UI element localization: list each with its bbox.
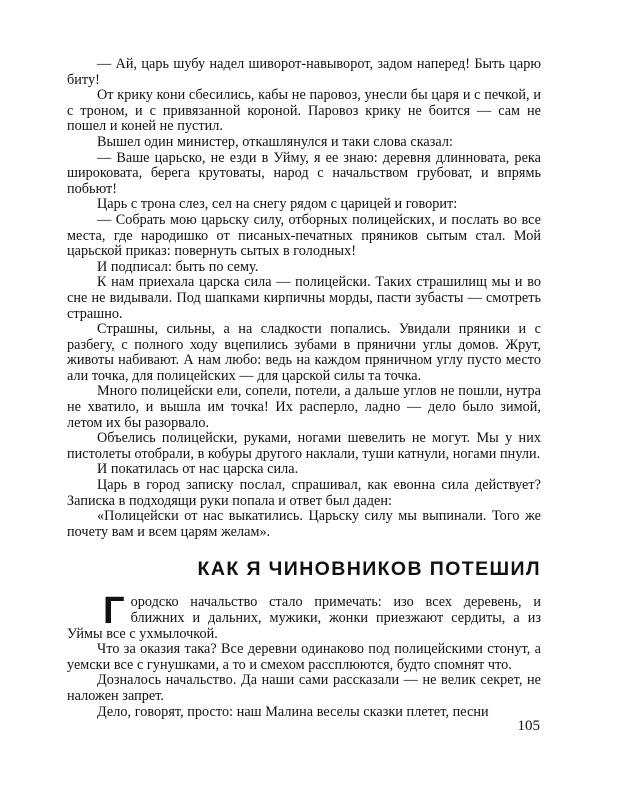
first-paragraph-text: ородско начальство стало примечать: изо всех деревень, и ближних и дальних, мужики, жонки приезжают сердиты, а из Уймы все с ухмылочкой. — [67, 594, 541, 642]
paragraph: Царь в город записку послал, спрашивал, как евонна сила действует? Записка в подходящи руки попала и ответ был даден: — [67, 477, 541, 509]
paragraph: И подписал: быть по сему. — [97, 258, 259, 275]
paragraph: Страшны, сильны, а на сладкости попались. Увидали пряники и с разбегу, с полного ходу вцепились зубами в прянични углы домов. Жрут, животы набивают. А нам любо: ведь на каждом пряничном углу пусто место али точка, для полицейских — для царской силы та точка. — [67, 321, 541, 384]
paragraph: «Полицейски от нас выкатились. Царьску силу мы выпинали. Того же почету вам и всем царям желам». — [67, 508, 541, 540]
paragraph: Что за оказия така? Все деревни одинаково под полицейскими стонут, а уемски все с гунушками, а то и смехом рассплюются, будто спомнят что. — [67, 641, 541, 673]
paragraph: Дозналось начальство. Да наши сами рассказали — не велик секрет, не наложен запрет. — [67, 672, 541, 704]
paragraph: — Ваше царьско, не езди в Уйму, я ее знаю: деревня длинновата, река широковата, берега крутоваты, народ с начальством грубоват, и впрямь побьют! — [67, 149, 541, 197]
paragraph: — Собрать мою царьску силу, отборных полицейских, и послать во все места, где народишко от писаных-печатных пряников сытым стал. Мой царьской приказ: повернуть сытых в голодных! — [67, 211, 541, 260]
page-text — [67, 57, 541, 720]
page-number: 105 — [517, 718, 540, 734]
paragraph: — Ай, царь шубу надел шиворот-навыворот, задом наперед! Быть царю биту! — [67, 56, 541, 88]
paragraph: Дело, говорят, просто: наш Малина веселы сказки плетет, песни — [97, 703, 489, 720]
paragraph: Вышел один министер, откашлянулся и таки слова сказал: — [97, 133, 454, 150]
paragraph: Царь с трона слез, сел на снегу рядом с царицей и говорит: — [97, 196, 458, 213]
drop-cap: Г — [103, 590, 125, 633]
paragraph: К нам приехала царска сила — полицейски. Таких страшилищ мы и во сне не видывали. Под шапками кирпичны морды, пасти зубасты — смотреть страшно. — [67, 274, 541, 322]
first-paragraph — [67, 590, 541, 642]
chapter-heading: КАК Я ЧИНОВНИКОВ ПОТЕШИЛ — [197, 558, 541, 581]
paragraph: От крику кони сбесились, кабы не паровоз, унесли бы царя и с печкой, и с троном, и с привязанной короной. Паровоз крику не боится — сам не пошел и коней не пустил. — [67, 87, 541, 135]
paragraph: И покатилась от нас царска сила. — [97, 461, 299, 478]
paragraph: Много полицейски ели, сопели, потели, а дальше углов не пошли, нутра не хватило, и вышла им точка! Их расперло, ладно — дело было зимой, летом их бы разорвало. — [67, 383, 541, 431]
paragraph: Объелись полицейски, руками, ногами шевелить не могут. Мы у них пистолеты отобрали, в кобуры другого наклали, туши катнули, ногами пнули. — [67, 430, 541, 462]
